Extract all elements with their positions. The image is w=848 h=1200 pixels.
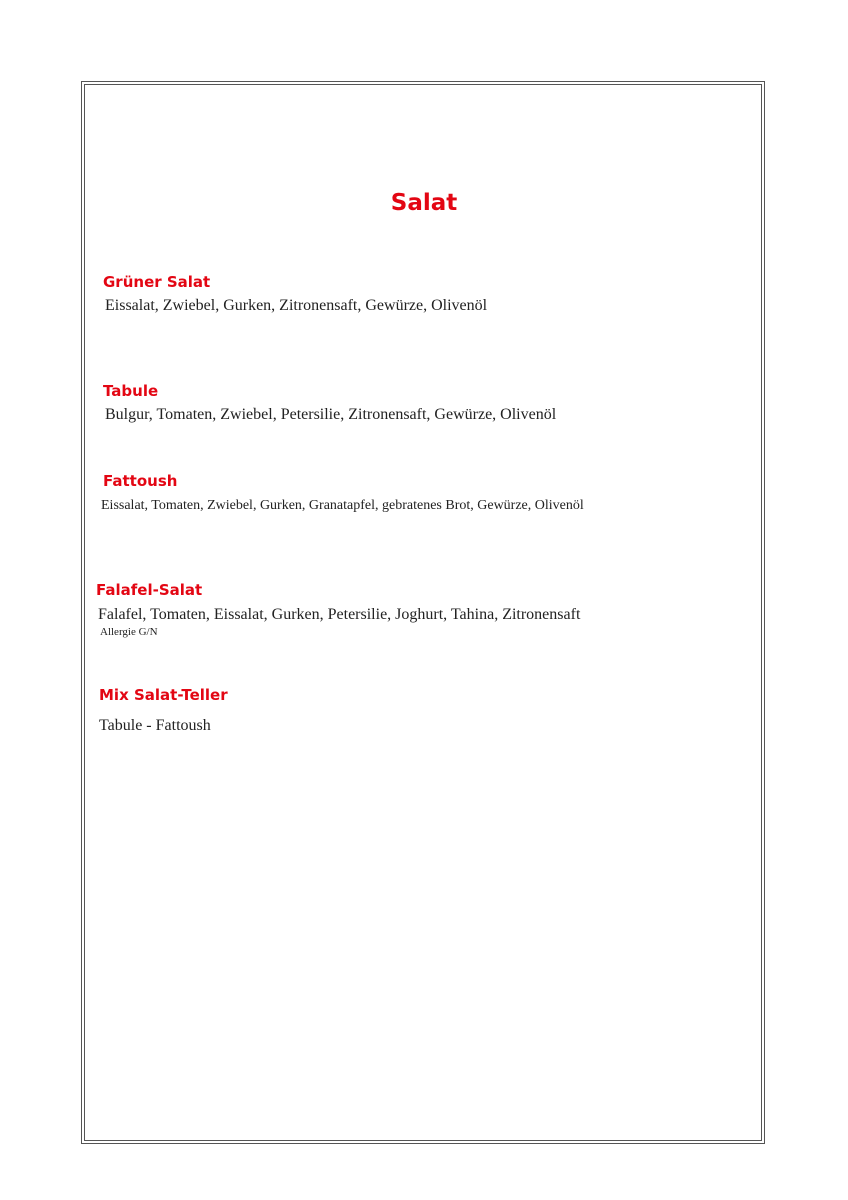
dish-description-gruener-salat: Eissalat, Zwiebel, Gurken, Zitronensaft, Gewürze, Olivenöl [105,297,488,314]
dish-description-mix-salat-teller: Tabule - Fattoush [99,717,211,734]
dish-name-gruener-salat: Grüner Salat [103,273,211,291]
dish-description-tabule: Bulgur, Tomaten, Zwiebel, Petersilie, Zitronensaft, Gewürze, Olivenöl [105,406,557,423]
dish-name-tabule: Tabule [103,382,159,400]
dish-description-falafel-salat: Falafel, Tomaten, Eissalat, Gurken, Petersilie, Joghurt, Tahina, Zitronensaft [98,606,581,623]
dish-name-mix-salat-teller: Mix Salat-Teller [99,686,228,704]
dish-description-fattoush: Eissalat, Tomaten, Zwiebel, Gurken, Granatapfel, gebratenes Brot, Gewürze, Olivenöl [101,498,584,513]
dish-name-falafel-salat: Falafel-Salat [96,581,203,599]
page-title: Salat [390,190,458,216]
allergy-note: Allergie G/N [100,626,158,638]
dish-name-fattoush: Fattoush [103,472,178,490]
